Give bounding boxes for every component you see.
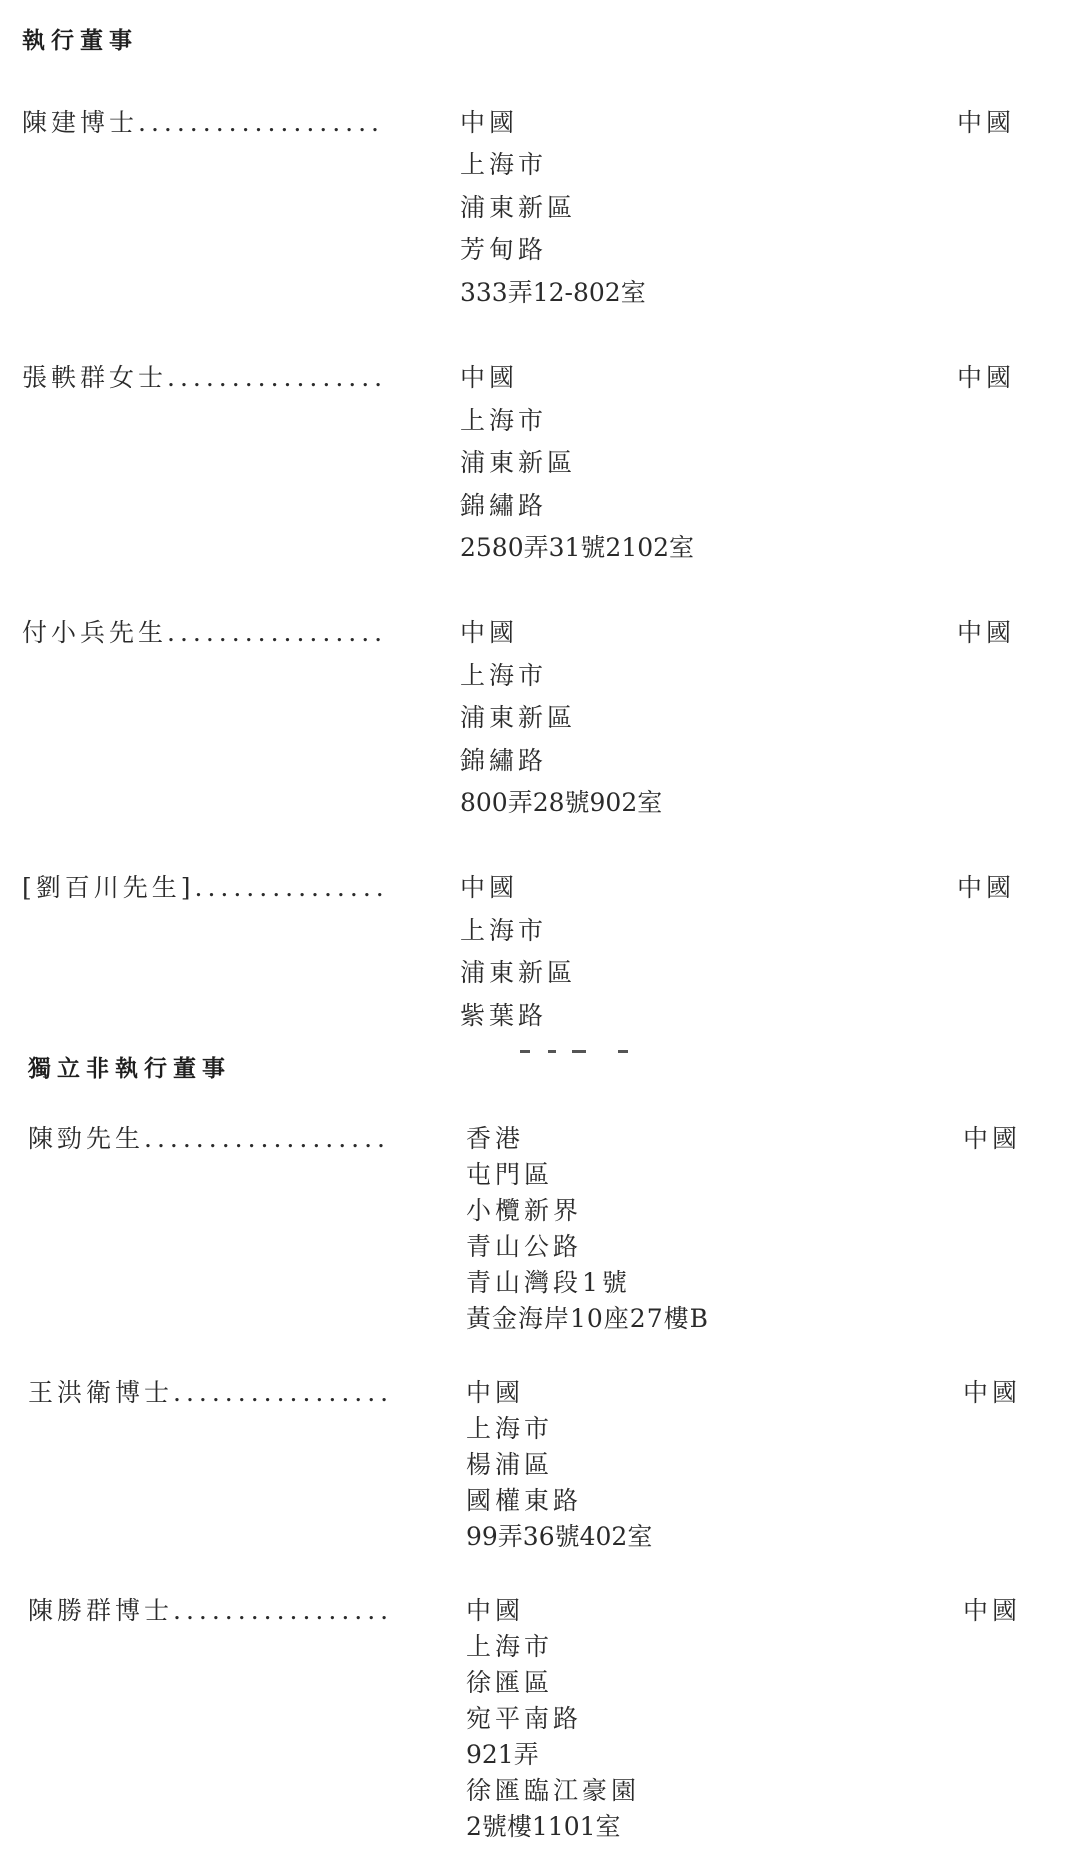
dot-leader: ................. xyxy=(173,1378,394,1407)
section-heading-independent-non-executive-directors: 獨立非執行董事 xyxy=(28,1055,231,1082)
director-name: 張軼群女士 xyxy=(22,363,168,392)
address-line: 上海市 xyxy=(460,661,548,690)
address-line: 黃金海岸10座27樓B xyxy=(466,1304,709,1333)
director-name-row xyxy=(22,618,387,648)
nationality: 中國 xyxy=(963,1124,1022,1153)
address-line: 青山灣段1號 xyxy=(466,1268,631,1297)
address-line: 國權東路 xyxy=(466,1486,583,1515)
address-line: 徐匯區 xyxy=(466,1668,554,1697)
address-line: 中國 xyxy=(460,108,519,137)
dot-leader: ................. xyxy=(173,1596,394,1625)
nationality: 中國 xyxy=(957,108,1016,137)
director-name-row xyxy=(22,363,387,393)
dot-leader: ................. xyxy=(167,618,388,647)
address-line: 2580弄31號2102室 xyxy=(460,533,695,562)
address-line: 青山公路 xyxy=(466,1232,583,1261)
director-name: 陳勝群博士 xyxy=(28,1596,174,1625)
address-line: 屯門區 xyxy=(466,1160,554,1189)
address-line: 小欖新界 xyxy=(466,1196,583,1225)
address-line: 2號樓1101室 xyxy=(466,1812,621,1841)
address-line: 宛平南路 xyxy=(466,1704,583,1733)
address-line: 上海市 xyxy=(460,150,548,179)
dot-leader: ............... xyxy=(194,873,389,902)
director-name: 付小兵先生 xyxy=(22,618,168,647)
director-name-row xyxy=(28,1596,393,1626)
address-line: 紫葉路 xyxy=(460,1001,548,1030)
address-line: 上海市 xyxy=(460,916,548,945)
nationality: 中國 xyxy=(957,618,1016,647)
cropped-text-fragments xyxy=(520,1050,660,1058)
director-name-row xyxy=(22,873,389,903)
address-line: 錦繡路 xyxy=(460,491,548,520)
director-name-row xyxy=(28,1378,393,1408)
director-name: 陳建博士 xyxy=(22,108,139,137)
address-line: 800弄28號902室 xyxy=(460,788,663,817)
address-line: 浦東新區 xyxy=(460,703,577,732)
address-line: 921弄 xyxy=(466,1740,539,1769)
address-line: 香港 xyxy=(466,1124,525,1153)
address-line: 99弄36號402室 xyxy=(466,1522,653,1551)
director-name: [劉百川先生] xyxy=(22,873,195,902)
address-line: 錦繡路 xyxy=(460,746,548,775)
dot-leader: ................... xyxy=(144,1124,391,1153)
address-line: 浦東新區 xyxy=(460,448,577,477)
address-line: 楊浦區 xyxy=(466,1450,554,1479)
nationality: 中國 xyxy=(957,363,1016,392)
address-line: 浦東新區 xyxy=(460,958,577,987)
address-line: 333弄12-802室 xyxy=(460,278,646,307)
address-line: 中國 xyxy=(460,618,519,647)
address-line: 中國 xyxy=(460,873,519,902)
address-line: 芳甸路 xyxy=(460,235,548,264)
address-line: 中國 xyxy=(466,1378,525,1407)
nationality: 中國 xyxy=(963,1378,1022,1407)
address-line: 浦東新區 xyxy=(460,193,577,222)
address-line: 中國 xyxy=(460,363,519,392)
dot-leader: ................... xyxy=(138,108,385,137)
director-name: 王洪衛博士 xyxy=(28,1378,174,1407)
address-line: 上海市 xyxy=(466,1632,554,1661)
address-line: 上海市 xyxy=(466,1414,554,1443)
nationality: 中國 xyxy=(963,1596,1022,1625)
section-heading-executive-directors: 執行董事 xyxy=(22,27,138,54)
director-name-row xyxy=(28,1124,390,1154)
address-line: 中國 xyxy=(466,1596,525,1625)
nationality: 中國 xyxy=(957,873,1016,902)
dot-leader: ................. xyxy=(167,363,388,392)
director-name: 陳勁先生 xyxy=(28,1124,145,1153)
address-line: 徐匯臨江豪園 xyxy=(466,1776,641,1805)
director-name-row xyxy=(22,108,384,138)
address-line: 上海市 xyxy=(460,406,548,435)
